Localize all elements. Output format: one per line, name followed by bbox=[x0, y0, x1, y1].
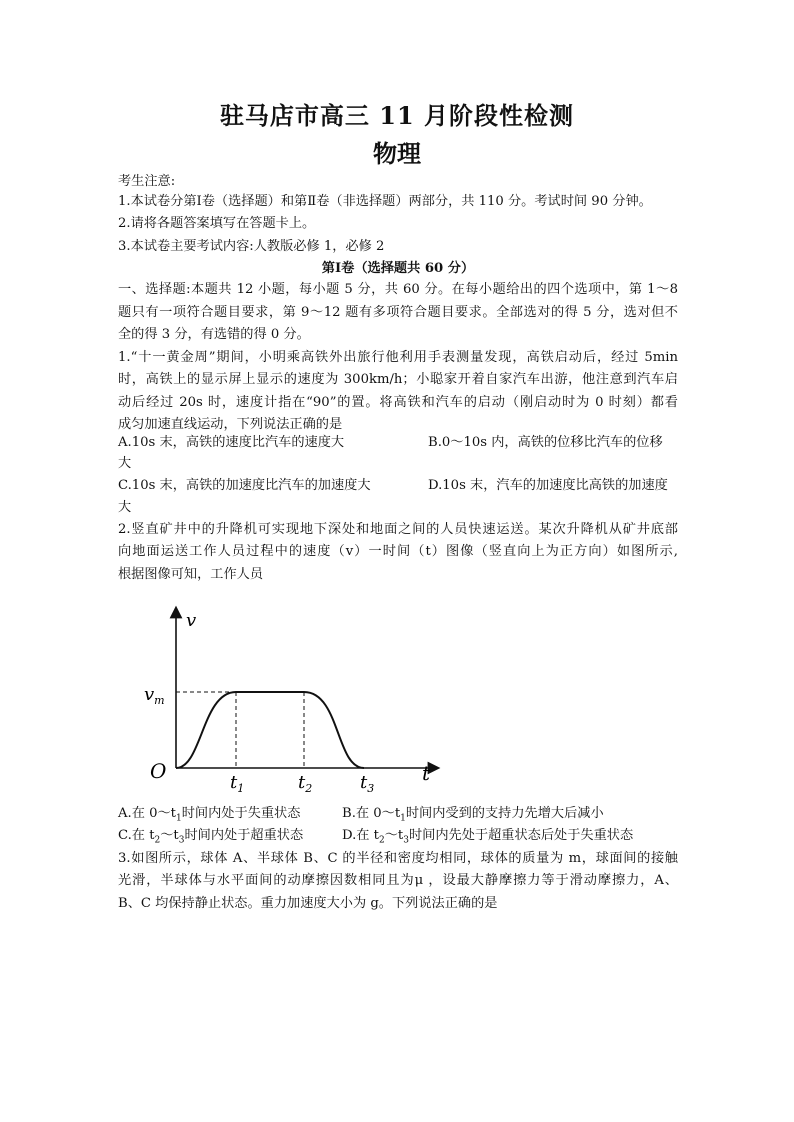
section-instruction: 全的得 3 分，有选错的得 0 分。 bbox=[118, 327, 310, 342]
v-axis-label: v bbox=[186, 610, 197, 631]
q1-option-a: A.10s 末，高铁的速度比汽车的速度大 bbox=[118, 435, 345, 450]
q2-option-b: B.在 $0\sim t_1$时间内受到的支持力先增大后减小 bbox=[342, 806, 604, 824]
q1-option-b: B.0～10s 内，高铁的位移比汽车的位移 bbox=[428, 435, 663, 450]
velocity-time-graph bbox=[140, 600, 450, 800]
section-instruction: 题只有一项符合题目要求，第 9～12 题有多项符合题目要求。全部选对的得 5 分，选对但不 bbox=[118, 305, 678, 320]
notice-heading: 考生注意: bbox=[118, 174, 176, 189]
notice-item: 1.本试卷分第Ⅰ卷（选择题）和第Ⅱ卷（非选择题）两部分，共 110 分。考试时间 90 分钟。 bbox=[118, 194, 652, 209]
q1-option-b-wrap: 大 bbox=[118, 456, 132, 471]
q1-stem-line: 时，高铁上的显示屏上显示的速度为 300km/h；小聪家开着自家汽车出游，他注意到汽车启 bbox=[118, 372, 678, 387]
q3-stem-line: B、C 均保持静止状态。重力加速度大小为 g。下列说法正确的是 bbox=[118, 896, 498, 911]
section-title: 第Ⅰ卷（选择题共 60 分） bbox=[321, 261, 475, 276]
t2-label: $t_2$ bbox=[298, 772, 313, 795]
q2-option-a: A.在 $0\sim t_1$时间内处于失重状态 bbox=[118, 806, 301, 824]
q3-stem-line: 光滑，半球体与水平面间的动摩擦因数相同且为μ ，设最大静摩擦力等于滑动摩擦力，A、 bbox=[118, 873, 678, 888]
t3-label: $t_3$ bbox=[360, 772, 375, 795]
exam-subject: 物理 bbox=[373, 139, 421, 168]
t-axis-label: t bbox=[422, 761, 431, 785]
vm-label: $v_m$ bbox=[144, 684, 165, 707]
notice-item: 2.请将各题答案填写在答题卡上。 bbox=[118, 216, 316, 231]
q1-stem-line: 动后经过 20s 时，速度计指在“90”的置。将高铁和汽车的启动（刚启动时为 0 时刻）都看 bbox=[118, 395, 678, 410]
q1-option-d-wrap: 大 bbox=[118, 500, 132, 515]
q1-option-c: C.10s 末，高铁的加速度比汽车的加速度大 bbox=[118, 478, 371, 493]
q2-option-d: D.在 $t_2\sim t_3$时间内先处于超重状态后处于失重状态 bbox=[342, 828, 634, 846]
q2-stem-line: 向地面运送工作人员过程中的速度（v）一时间（t）图像（竖直向上为正方向）如图所示, bbox=[118, 544, 678, 559]
t1-label: $t_1$ bbox=[230, 772, 245, 795]
q2-option-c: C.在 $t_2\sim t_3$时间内处于超重状态 bbox=[118, 828, 304, 846]
q3-stem-line: 3.如图所示，球体 A、半球体 B、C 的半径和密度均相同，球体的质量为 m，球面间的接触 bbox=[118, 851, 678, 866]
q2-stem-line: 2.竖直矿井中的升降机可实现地下深处和地面之间的人员快速运送。某次升降机从矿井底部 bbox=[118, 522, 678, 537]
q1-option-d: D.10s 末，汽车的加速度比高铁的加速度 bbox=[428, 478, 668, 493]
notice-item: 3.本试卷主要考试内容:人教版必修 1，必修 2 bbox=[118, 239, 385, 254]
q1-stem-line: 成匀加速直线运动，下列说法正确的是 bbox=[118, 417, 343, 432]
velocity-curve bbox=[176, 692, 364, 768]
origin-label: O bbox=[150, 759, 167, 783]
section-instruction: 一、选择题:本题共 12 小题，每小题 5 分，共 60 分。在每小题给出的四个选项中，第 1～8 bbox=[118, 282, 678, 297]
exam-title: 驻马店市高三 11 月阶段性检测 bbox=[219, 101, 575, 130]
q2-stem-line: 根据图像可知，工作人员 bbox=[118, 567, 264, 582]
q1-stem-line: 1.“十一黄金周”期间，小明乘高铁外出旅行他利用手表测量发现，高铁启动后，经过 5min bbox=[118, 350, 678, 365]
